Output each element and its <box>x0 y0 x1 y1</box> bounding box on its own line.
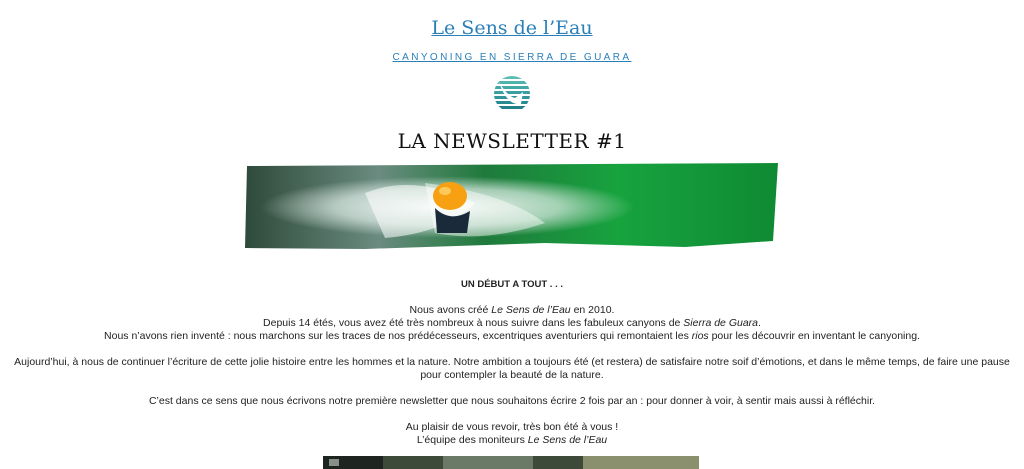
water-spiral-logo-icon <box>493 74 531 114</box>
newsletter-body <box>0 278 1024 447</box>
intro-line-1: Nous avons créé Le Sens de l’Eau en 2010. <box>409 304 615 316</box>
ambition-paragraph: Aujourd’hui, à nous de continuer l’écriture de cette jolie histoire entre les hommes et la nature. Notre ambition a toujours été (et restera) de satisfaire notre soif d’émotions, et dans le même temps, de faire une pause pour contempler la beauté de la nature. <box>14 356 1010 381</box>
site-subtitle-link[interactable]: CANYONING EN SIERRA DE GUARA <box>392 52 632 63</box>
site-title-link[interactable]: Le Sens de l’Eau <box>431 17 593 39</box>
newsletter-purpose-paragraph: C’est dans ce sens que nous écrivons notre première newsletter que nous souhaitons écrire 2 fois par an : pour donner à voir, à sentir mais aussi à réfléchir. <box>148 395 876 407</box>
closing-line: Au plaisir de vous revoir, très bon été à vous ! <box>405 421 619 433</box>
signature-line: L’équipe des moniteurs Le Sens de l’Eau <box>416 434 608 446</box>
bottom-photo-image <box>323 456 699 469</box>
intro-line-2: Depuis 14 étés, vous avez été très nombreux à nous suivre dans les fabuleux canyons de Sierra de Guara. <box>263 317 761 329</box>
section-heading: UN DÉBUT A TOUT . . . <box>460 279 564 290</box>
newsletter-title: LA NEWSLETTER #1 <box>397 129 627 153</box>
canyoning-splash-image <box>245 163 778 251</box>
intro-line-3: Nous n’avons rien inventé : nous marchons sur les traces de nos prédécesseurs, excentriques aventuriers qui remontaient les rios pour les découvrir en inventant le canyoning. <box>104 330 920 342</box>
